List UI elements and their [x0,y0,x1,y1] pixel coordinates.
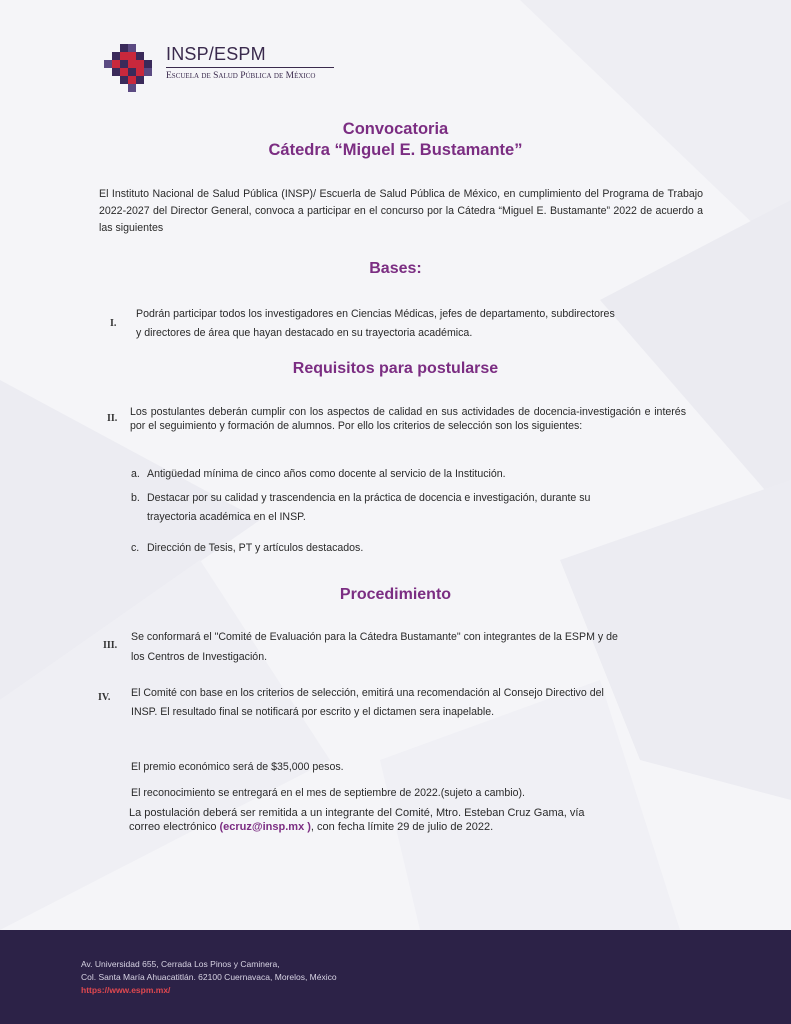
postulacion-line-1: La postulación deberá ser remitida a un integrante del Comité, Mtro. Esteban Cruz Gama, vía [129,807,585,819]
step-iii-line-1: Se conformará el "Comité de Evaluación para la Cátedra Bustamante" con integrantes de la ESPM y de [131,631,618,643]
postulacion-prefix: correo electrónico [129,821,220,833]
requisitos-heading: Requisitos para postularse [292,360,499,377]
bases-line-1: Podrán participar todos los investigadores en Ciencias Médicas, jefes de departamento, subdirectores [136,308,615,320]
requisitos-text: Los postulantes deberán cumplir con los aspectos de calidad en sus actividades de docencia-investigación e interés por el seguimiento y formación de alumnos. Por ello los criterios de selección son los siguientes: [130,406,686,432]
footer-address-line-1: Av. Universidad 655, Cerrada Los Pinos y Caminera, [81,959,280,969]
criterion-c [131,539,363,558]
intro-paragraph: El Instituto Nacional de Salud Pública (INSP)/ Escuerla de Salud Pública de México, en cumplimiento del Programa de Trabajo 2022-2027 del Director General, convoca a participar en el concurso por la Cátedra “Miguel E. Bustamante” 2022 de acuerdo a las siguientes [99,188,703,234]
footer-address-line-2: Col. Santa María Ahuacatitlán. 62100 Cuernavaca, Morelos, México [81,972,337,982]
footer [0,930,791,1024]
contact-email[interactable]: (ecruz@insp.mx ) [219,821,311,833]
step-iii-line-2: los Centros de Investigación. [131,651,268,663]
logo-title: INSP/ESPM [166,44,266,64]
numeral-iii: III. [103,640,118,651]
premio-text: El premio económico será de $35,000 pesos. [131,761,344,773]
reconocimiento-text: El reconocimiento se entregará en el mes de septiembre de 2022.(sujeto a cambio). [131,787,525,799]
bases-heading: Bases: [369,260,422,277]
insp-logo-mark [104,40,160,96]
logo-rule [166,67,334,68]
numeral-i: I. [110,318,117,329]
criterion-marker: a. [131,468,140,480]
logo-subtitle: Escuela de Salud Pública de México [166,71,316,81]
criterion-text: Destacar por su calidad y trascendencia en la práctica de docencia e investigación, durante su [147,492,591,504]
criterion-a [131,465,506,484]
page-title: Convocatoria [342,120,449,138]
criterion-marker: c. [131,542,140,554]
postulacion-line-2 [129,820,493,834]
numeral-ii: II. [107,413,118,424]
step-iv-line-2: INSP. El resultado final se notificará por escrito y el dictamen sera inapelable. [131,706,495,718]
footer-website-link[interactable]: https://www.espm.mx/ [81,985,171,995]
criterion-b-cont: trayectoria académica en el INSP. [147,511,306,523]
insp-espm-logo [104,40,344,98]
criterion-marker: b. [131,492,140,504]
bases-line-2: y directores de área que hayan destacado en su trayectoria académica. [136,327,473,339]
criterion-b [131,489,590,508]
page-subtitle: Cátedra “Miguel E. Bustamante” [268,141,523,159]
criterion-text: Antigüedad mínima de cinco años como docente al servicio de la Institución. [147,468,506,480]
criterion-text: Dirección de Tesis, PT y artículos destacados. [147,542,364,554]
postulacion-suffix: , con fecha límite 29 de julio de 2022. [310,821,494,833]
step-iv-line-1: El Comité con base en los criterios de selección, emitirá una recomendación al Consejo Directivo del [131,687,604,699]
procedimiento-heading: Procedimiento [339,586,452,603]
numeral-iv: IV. [98,692,111,703]
